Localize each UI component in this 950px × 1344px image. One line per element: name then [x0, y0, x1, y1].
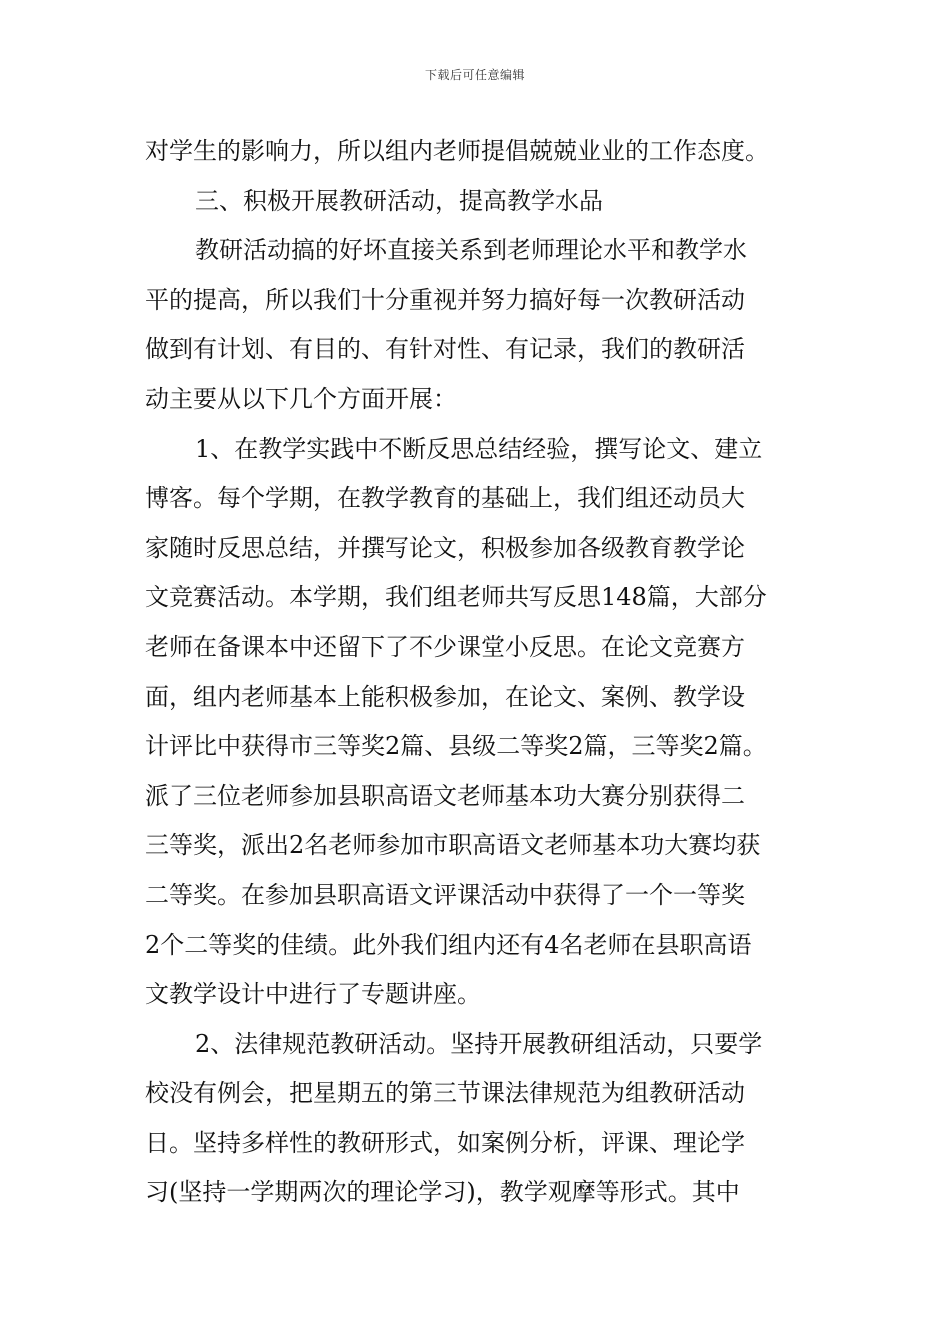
text-line: 教研活动搞的好坏直接关系到老师理论水平和教学水: [195, 236, 747, 265]
text-line: 动主要从以下几个方面开展：: [145, 384, 457, 413]
text-line: 三等奖，派出2名老师参加市职高语文老师基本功大赛均获: [145, 831, 761, 860]
text-line: 习(坚持一学期两次的理论学习)，教学观摩等形式。其中: [145, 1178, 740, 1207]
text-line: 1、在教学实践中不断反思总结经验，撰写论文、建立: [195, 434, 763, 463]
section-heading: 三、积极开展教研活动，提高教学水品: [195, 186, 603, 215]
text-line: 2、法律规范教研活动。坚持开展教研组活动，只要学: [195, 1029, 763, 1058]
text-line: 博客。每个学期，在教学教育的基础上，我们组还动员大: [145, 484, 745, 513]
text-line: 平的提高，所以我们十分重视并努力搞好每一次教研活动: [145, 285, 745, 314]
text-line: 2个二等奖的佳绩。此外我们组内还有4名老师在县职高语: [145, 930, 752, 959]
text-line: 二等奖。在参加县职高语文评课活动中获得了一个一等奖: [145, 880, 745, 909]
document-body: [145, 127, 815, 1218]
text-line: 老师在备课本中还留下了不少课堂小反思。在论文竞赛方: [145, 632, 745, 661]
text-line: 文竞赛活动。本学期，我们组老师共写反思148篇，大部分: [145, 583, 767, 612]
text-line: 计评比中获得市三等奖2篇、县级二等奖2篇，三等奖2篇。: [145, 732, 767, 761]
text-line: 做到有计划、有目的、有针对性、有记录，我们的教研活: [145, 335, 745, 364]
text-line: 对学生的影响力，所以组内老师提倡兢兢业业的工作态度。: [145, 137, 769, 165]
page-header: 下载后可任意编辑: [424, 68, 525, 82]
text-line: 派了三位老师参加县职高语文老师基本功大赛分别获得二: [145, 781, 745, 810]
text-line: 面，组内老师基本上能积极参加，在论文、案例、教学设: [145, 682, 745, 711]
text-line: 家随时反思总结，并撰写论文，积极参加各级教育教学论: [145, 533, 745, 562]
text-line: 文教学设计中进行了专题讲座。: [145, 980, 481, 1009]
text-line: 日。坚持多样性的教研形式，如案例分析，评课、理论学: [145, 1128, 745, 1157]
text-line: 校没有例会，把星期五的第三节课法律规范为组教研活动: [145, 1079, 745, 1108]
